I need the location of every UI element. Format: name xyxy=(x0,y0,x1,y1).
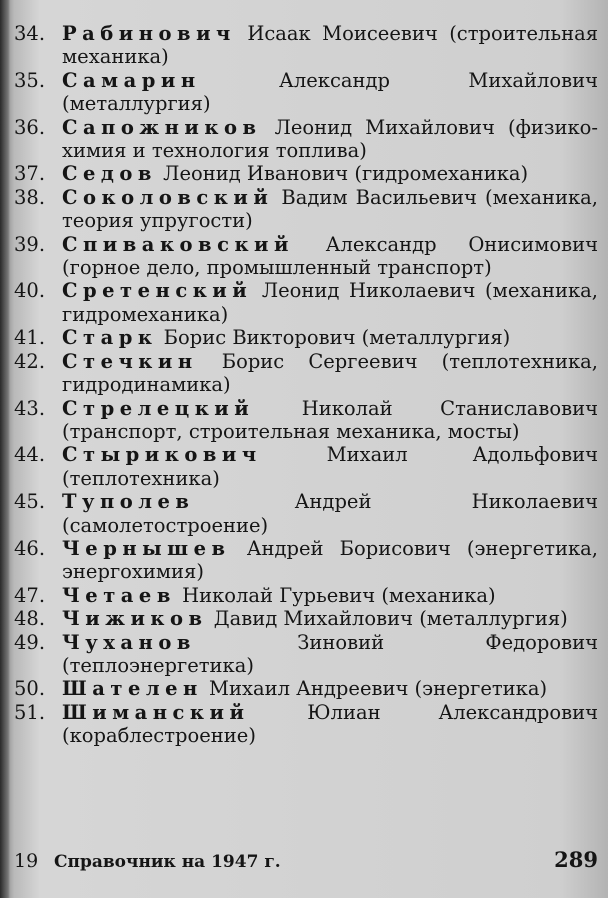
list-item xyxy=(0,116,608,163)
list-item xyxy=(0,397,608,444)
entry-surname: Стечкин xyxy=(62,349,198,373)
entry-surname: Туполев xyxy=(62,490,195,514)
entry-number: 39. xyxy=(14,232,46,256)
entry-surname: Чуханов xyxy=(62,630,196,654)
list-item xyxy=(0,607,608,630)
entry-surname: Самарин xyxy=(62,68,201,92)
entry-details: Зиновий Федорович (теплоэнергетика) xyxy=(62,630,598,677)
entry-surname: Соколовский xyxy=(62,185,274,209)
list-item xyxy=(0,233,608,280)
entry-details: Вадим Васильевич (механика, теория упругости) xyxy=(62,185,598,233)
list-item xyxy=(0,22,608,69)
entry-details: Александр Михайлович (металлургия) xyxy=(62,68,598,116)
entry-number: 42. xyxy=(14,349,46,373)
entry-details: Борис Сергеевич (теплотехника, гидродинамика) xyxy=(62,349,598,397)
list-item xyxy=(0,631,608,678)
list-item xyxy=(0,279,608,326)
entry-details: Юлиан Александрович (кораблестроение) xyxy=(62,700,598,748)
entry-number: 51. xyxy=(14,700,46,724)
list-item xyxy=(0,326,608,349)
entry-details: Исаак Моисеевич (строительная механика) xyxy=(62,22,598,69)
entry-surname: Старк xyxy=(62,326,158,350)
entry-number: 45. xyxy=(14,490,46,514)
entry-details: Давид Михайлович (металлургия) xyxy=(207,607,568,631)
list-item xyxy=(0,69,608,116)
page-footer xyxy=(14,848,598,874)
entry-surname: Шиманский xyxy=(62,700,250,724)
entry-details: Андрей Николаевич (самолетостроение) xyxy=(62,490,598,537)
entry-surname: Чижиков xyxy=(62,607,208,631)
entry-number: 40. xyxy=(14,279,46,303)
entry-number: 48. xyxy=(14,607,46,631)
footer-title: Справочник на 1947 г. xyxy=(54,852,281,872)
entry-surname: Стрелецкий xyxy=(62,396,255,420)
entry-surname: Чернышев xyxy=(62,536,231,560)
list-item xyxy=(0,162,608,185)
entry-details: Борис Викторович (металлургия) xyxy=(157,326,511,350)
list-item xyxy=(0,537,608,584)
list-item xyxy=(0,443,608,490)
entry-number: 43. xyxy=(14,396,46,420)
list-item xyxy=(0,677,608,700)
entry-details: Андрей Борисович (энергетика, энергохимия) xyxy=(62,536,598,584)
entry-number: 36. xyxy=(14,115,46,139)
signature-mark: 19 xyxy=(14,850,39,872)
list-item xyxy=(0,701,608,748)
list-item xyxy=(0,186,608,233)
entry-number: 37. xyxy=(14,162,46,186)
page-number: 289 xyxy=(554,847,598,872)
entry-number: 50. xyxy=(14,677,46,701)
entry-details: Александр Онисимович (горное дело, промышленный транспорт) xyxy=(62,232,598,280)
entry-number: 44. xyxy=(14,443,46,467)
entry-details: Михаил Адольфович (теплотехника) xyxy=(62,443,598,490)
entry-surname: Седов xyxy=(62,162,157,186)
entry-details: Леонид Николаевич (механика, гидромеханика) xyxy=(62,279,598,326)
entry-number: 35. xyxy=(14,68,46,92)
member-list xyxy=(0,22,608,748)
entry-surname: Сретенский xyxy=(62,279,253,303)
entry-number: 38. xyxy=(14,185,46,209)
list-item xyxy=(0,350,608,397)
entry-surname: Шателен xyxy=(62,677,203,701)
entry-surname: Сапожников xyxy=(62,115,262,139)
entry-number: 49. xyxy=(14,630,46,654)
entry-surname: Рабинович xyxy=(62,22,236,45)
entry-details: Леонид Иванович (гидромеханика) xyxy=(156,162,529,186)
entry-number: 41. xyxy=(14,326,46,350)
entry-details: Михаил Андреевич (энергетика) xyxy=(202,677,548,701)
entry-details: Леонид Михайлович (физико-химия и технология топлива) xyxy=(62,115,598,163)
entry-number: 34. xyxy=(14,22,46,45)
entry-number: 46. xyxy=(14,536,46,560)
list-item xyxy=(0,490,608,537)
entry-surname: Четаев xyxy=(62,583,176,607)
list-item xyxy=(0,584,608,607)
entry-surname: Спиваковский xyxy=(62,232,294,256)
entry-details: Николай Станиславович (транспорт, строительная механика, мосты) xyxy=(62,396,598,443)
entry-number: 47. xyxy=(14,583,46,607)
entry-surname: Стырикович xyxy=(62,443,262,467)
entry-details: Николай Гурьевич (механика) xyxy=(175,583,496,607)
